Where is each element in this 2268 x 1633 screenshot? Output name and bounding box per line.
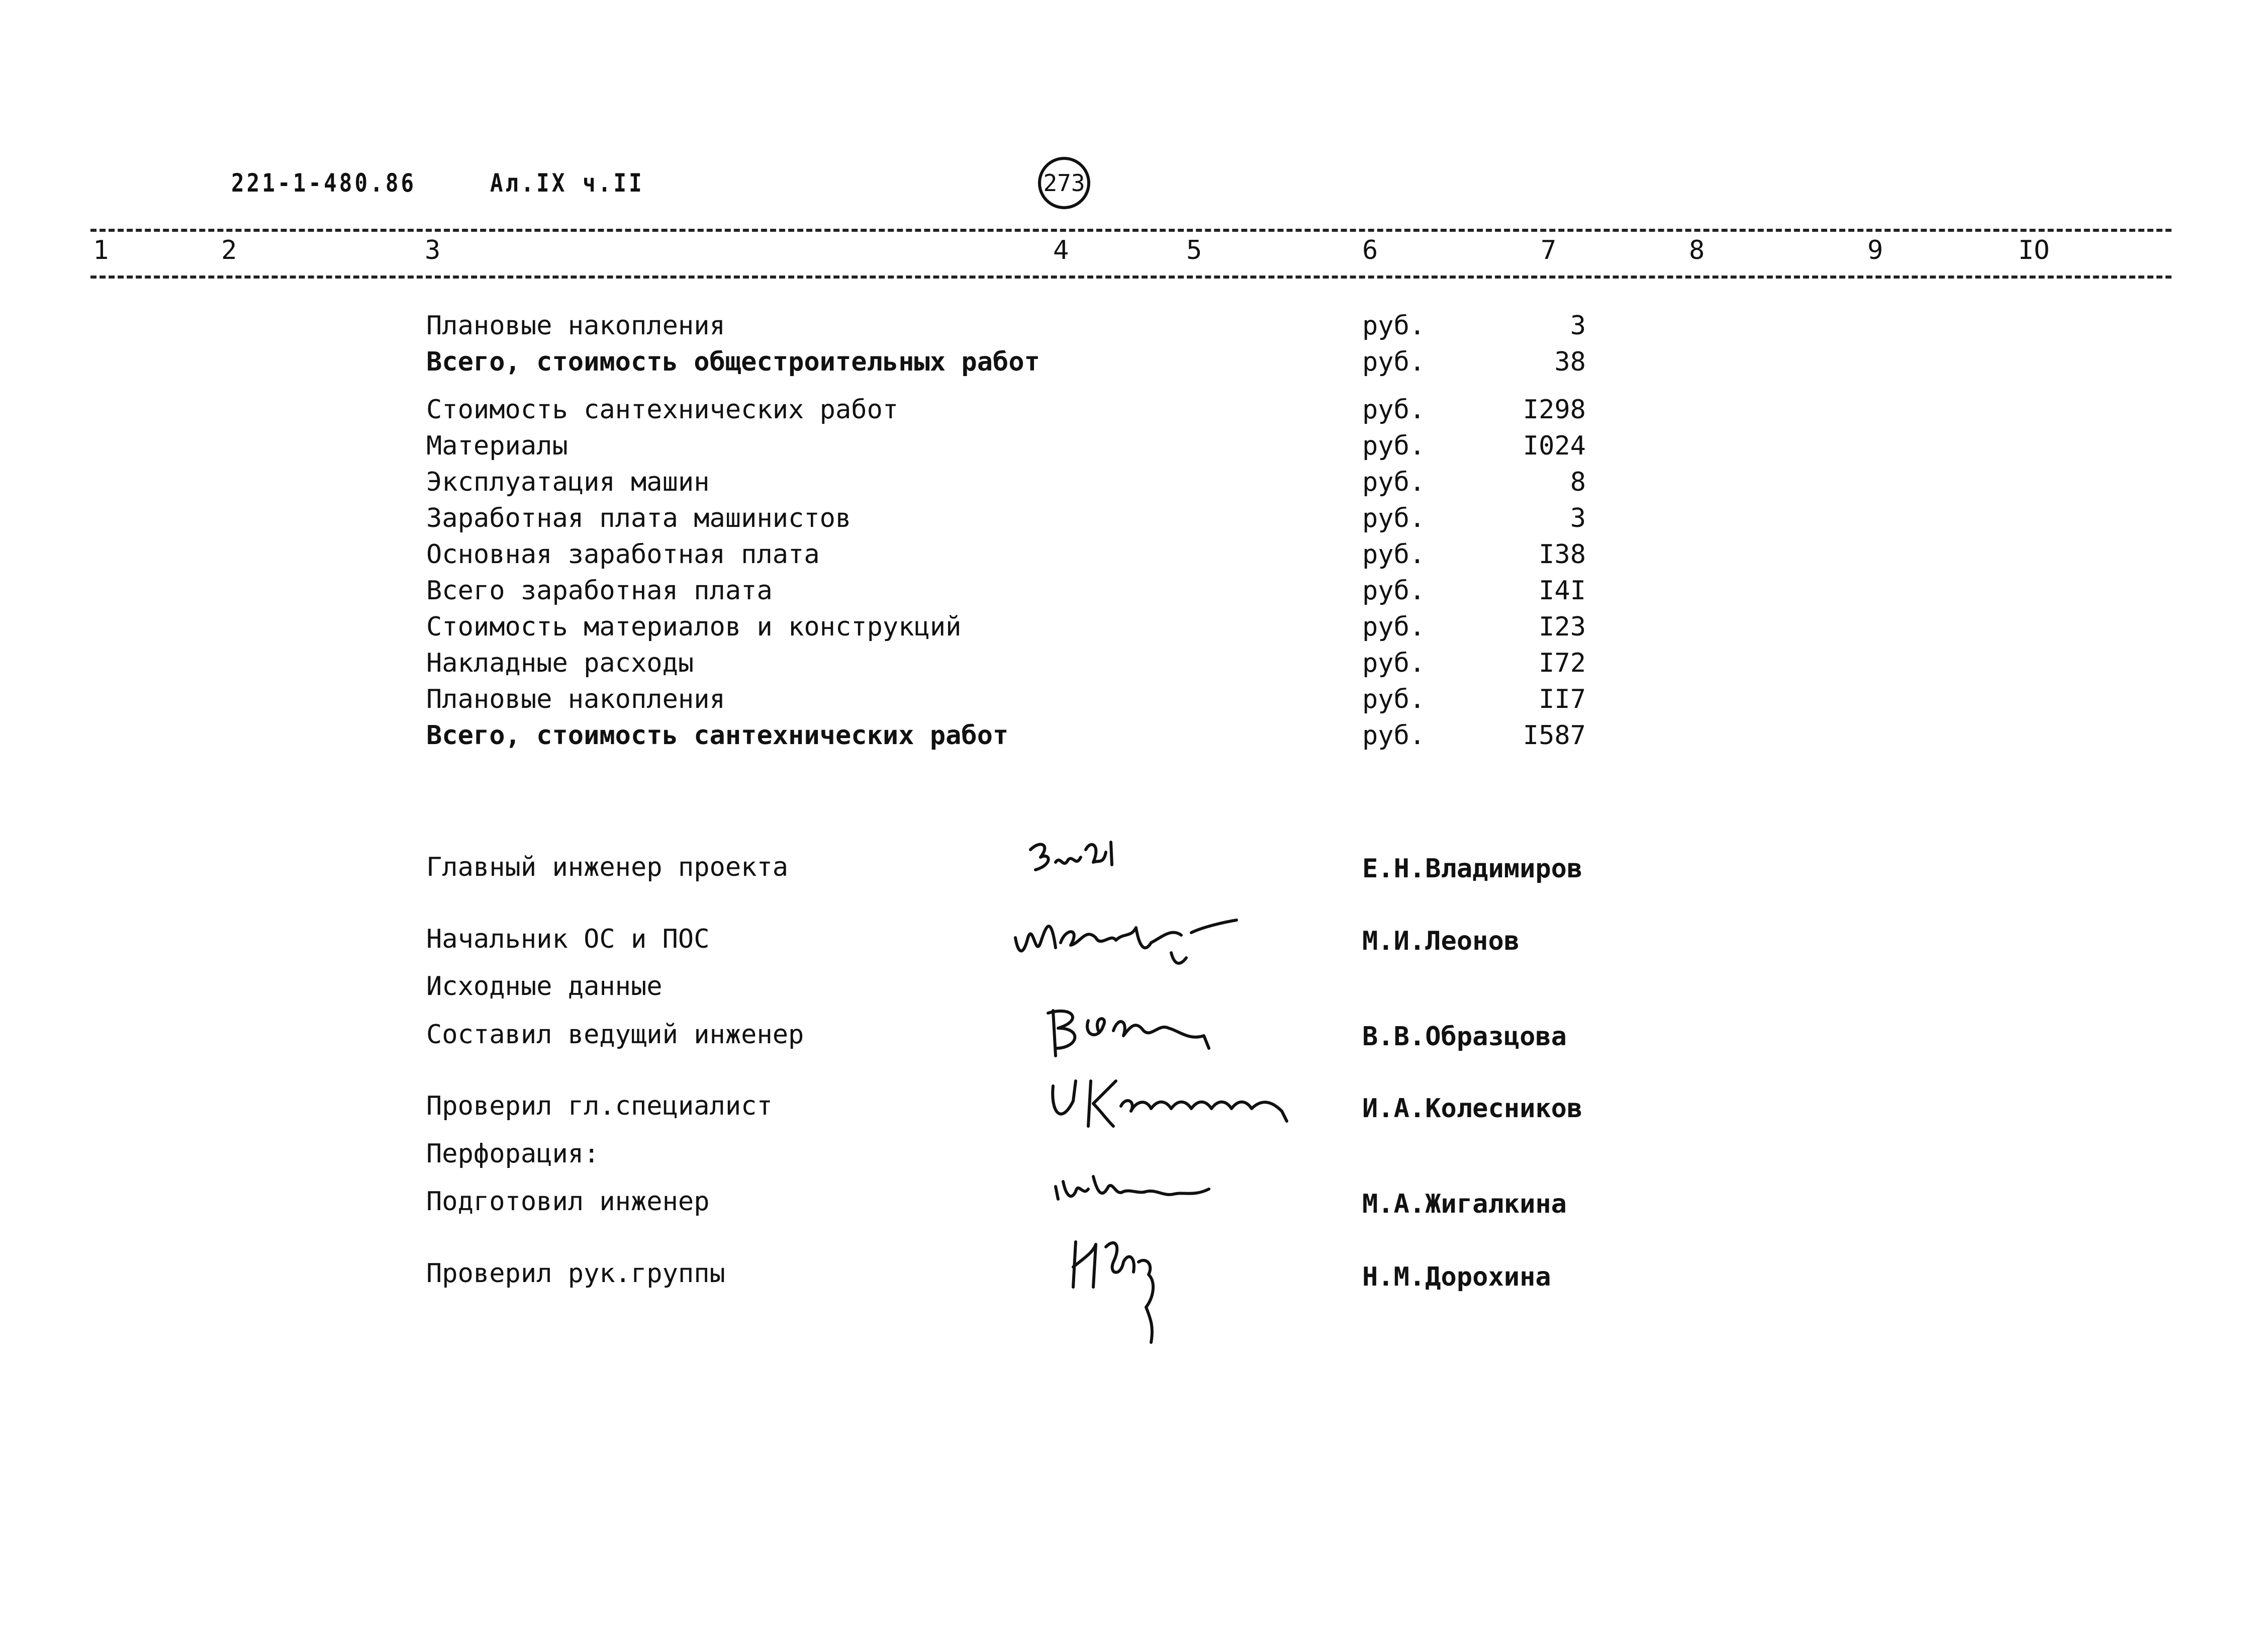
row-unit: руб.	[1362, 395, 1426, 425]
signature-role-source-data: Исходные данные	[426, 971, 663, 1002]
row-label: Всего заработная плата	[426, 576, 773, 606]
row-value: II7	[1539, 684, 1586, 714]
signature-role-group-lead: Проверил рук.группы	[426, 1258, 725, 1289]
signature-name-group-lead: Н.М.Дорохина	[1362, 1262, 1551, 1292]
row-unit: руб.	[1362, 576, 1426, 606]
row-value: I024	[1523, 431, 1586, 461]
row-label: Заработная плата машинистов	[426, 503, 852, 533]
handwritten-signature	[1025, 835, 1126, 890]
row-value: 8	[1570, 467, 1586, 497]
signature-role-engineer: Подготовил инженер	[426, 1187, 710, 1217]
page-number: 273	[1043, 169, 1085, 197]
row-value: I23	[1539, 612, 1586, 642]
row-value: I587	[1523, 720, 1586, 751]
header-bottom-rule	[90, 276, 2171, 279]
signature-name-engineer: М.А.Жигалкина	[1362, 1189, 1567, 1219]
row-label: Стоимость сантехнических работ	[426, 395, 899, 425]
column-header-8: 8	[1689, 235, 1705, 265]
column-header-6: 6	[1362, 235, 1378, 265]
signature-name-lead-engineer: В.В.Образцова	[1362, 1022, 1567, 1052]
row-value: 3	[1570, 503, 1586, 533]
row-label: Основная заработная плата	[426, 539, 820, 570]
album-reference: Ал.IX ч.II	[490, 168, 644, 198]
column-header-3: 3	[425, 235, 441, 265]
header-top-rule	[90, 229, 2171, 232]
row-unit: руб.	[1362, 720, 1426, 751]
handwritten-signature	[1048, 1166, 1224, 1222]
signature-role-department-head: Начальник ОС и ПОС	[426, 924, 710, 954]
column-header-7: 7	[1541, 235, 1557, 265]
column-header-10: IO	[2018, 235, 2050, 265]
row-unit: руб.	[1362, 431, 1426, 461]
signature-role-lead-engineer: Составил ведущий инженер	[426, 1020, 804, 1050]
column-header-4: 4	[1053, 235, 1069, 265]
page-number-stamp	[1038, 157, 1090, 209]
row-label: Накладные расходы	[426, 648, 694, 678]
row-label: Стоимость материалов и конструкций	[426, 612, 962, 642]
row-unit: руб.	[1362, 648, 1426, 678]
signature-role-chief-specialist: Проверил гл.специалист	[426, 1091, 773, 1121]
handwritten-signature	[1010, 908, 1242, 983]
handwritten-signature	[1046, 1071, 1312, 1136]
row-value: I72	[1539, 648, 1586, 678]
row-label: Плановые накопления	[426, 684, 725, 714]
column-header-9: 9	[1867, 235, 1883, 265]
signature-role-perforation: Перфорация:	[426, 1139, 600, 1169]
handwritten-signature	[1043, 1001, 1224, 1066]
row-value: I4I	[1539, 576, 1586, 606]
row-unit: руб.	[1362, 503, 1426, 533]
signature-name-chief-specialist: И.А.Колесников	[1362, 1094, 1583, 1124]
column-header-1: 1	[93, 235, 109, 265]
row-label: Всего, стоимость общестроительных работ	[426, 347, 1040, 377]
row-unit: руб.	[1362, 467, 1426, 497]
row-unit: руб.	[1362, 612, 1426, 642]
row-unit: руб.	[1362, 347, 1426, 377]
column-header-5: 5	[1186, 235, 1202, 265]
row-value: 3	[1570, 311, 1586, 341]
handwritten-signature	[1066, 1227, 1196, 1352]
row-label: Материалы	[426, 431, 568, 461]
row-label: Плановые накопления	[426, 311, 725, 341]
column-header-2: 2	[221, 235, 237, 265]
row-value: I38	[1539, 539, 1586, 570]
signature-role-chief-engineer: Главный инженер проекта	[426, 852, 789, 882]
signature-name-chief-engineer: Е.Н.Владимиров	[1362, 854, 1583, 884]
signature-name-department-head: М.И.Леонов	[1362, 926, 1520, 956]
row-label: Эксплуатация машин	[426, 467, 710, 497]
row-value: I298	[1523, 395, 1586, 425]
row-value: 38	[1554, 347, 1586, 377]
row-unit: руб.	[1362, 311, 1426, 341]
row-unit: руб.	[1362, 684, 1426, 714]
document-code: 221-1-480.86	[231, 168, 417, 198]
row-unit: руб.	[1362, 539, 1426, 570]
row-label: Всего, стоимость сантехнических работ	[426, 720, 1009, 751]
